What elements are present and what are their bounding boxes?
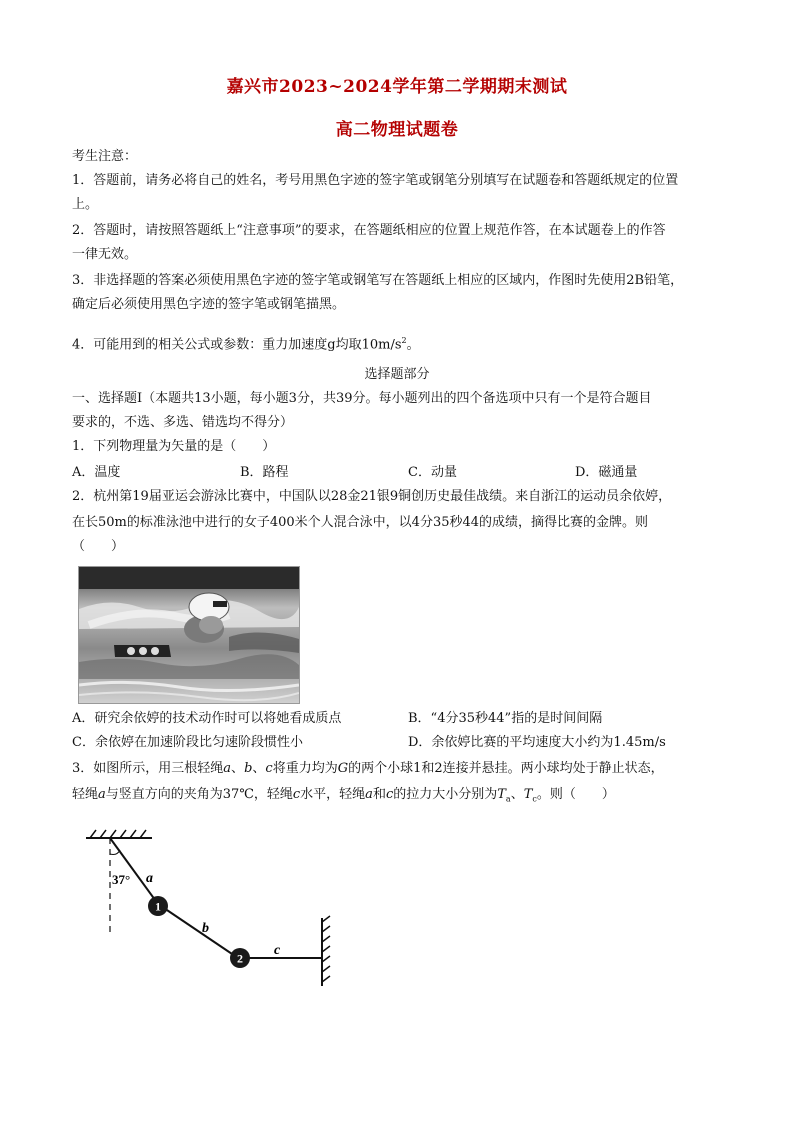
ball-2-label: 2: [237, 951, 243, 966]
rope-b: [158, 904, 238, 958]
q3-var-a-3: a: [365, 787, 373, 802]
notice-item-2-cont: 一律无效。: [72, 247, 138, 262]
q1-option-d: D．磁通量: [575, 465, 638, 480]
exam-title: 嘉兴市2023~2024学年第二学期期末测试: [226, 77, 568, 97]
q3-text-7: 和: [372, 787, 386, 802]
q3-text-5: 与竖直方向的夹角为37℃，轻绳: [105, 787, 293, 802]
notice-item-2: 2．答题时，请按照答题纸上“注意事项”的要求，在答题纸相应的位置上规范作答，在本试题卷上的作答: [72, 223, 666, 238]
q2-stem: 2．杭州第19届亚运会游泳比赛中，中国队以28金21银9铜创历史最佳战绩。来自浙江的运动员余依婷，: [72, 489, 672, 504]
rope-c-label: c: [274, 943, 281, 958]
q3-var-tc: T: [523, 787, 533, 802]
q3-text-4: 轻绳: [72, 787, 99, 802]
notice-heading: 考生注意：: [72, 149, 138, 164]
q3-text-3: 的两个小球1和2连接并悬挂。两小球均处于静止状态，: [348, 761, 664, 776]
notice-item-1: 1．答题前，请务必将自己的姓名，考号用黑色字迹的签字笔或钢笔分别填写在试题卷和答题纸规定的位置: [72, 173, 679, 188]
q3-var-g: G: [337, 761, 349, 776]
swimmer-illustration: [79, 567, 299, 703]
section-label: 选择题部分: [364, 367, 430, 382]
q2-stem-blank: （ ）: [72, 539, 125, 554]
q3-text-6: 水平，轻绳: [300, 787, 366, 802]
q1-option-c: C．动量: [408, 465, 457, 480]
rope-a-label: a: [146, 871, 153, 886]
q3-stem: [72, 760, 732, 778]
q3-sub-c: c: [532, 794, 537, 804]
angle-label: 37°: [112, 872, 131, 887]
q3-sep-2: 、: [252, 761, 266, 776]
q3-var-a-2: a: [98, 787, 106, 802]
notice-item-4-end: 。: [406, 337, 420, 353]
notice-item-3: 3．非选择题的答案必须使用黑色字迹的签字笔或钢笔写在答题纸上相应的区域内，作图时先使用2B铅笔，: [72, 273, 684, 288]
q2-option-a: A．研究余依婷的技术动作时可以将她看成质点: [72, 711, 342, 726]
q3-figure: [60, 820, 360, 1000]
q3-sep-1: 、: [231, 761, 245, 776]
notice-item-4-text: 4．可能用到的相关公式或参数：重力加速度g均取10m/s: [72, 337, 402, 353]
section-intro-cont: 要求的，不选、多选、错选均不得分）: [72, 415, 294, 430]
q3-stem-cont: [72, 786, 732, 809]
ceiling-hatch: [86, 830, 152, 838]
q3-var-c-2: c: [292, 787, 301, 802]
q2-option-b: B．“4分35秒44”指的是时间间隔: [408, 711, 603, 726]
section-intro: 一、选择题Ⅰ（本题共13小题，每小题3分，共39分。每小题列出的四个备选项中只有一个是符合题目: [72, 391, 652, 406]
q3-var-c-3: c: [385, 787, 394, 802]
q3-var-c: c: [265, 761, 273, 776]
q3-text-8: 的拉力大小分别为: [393, 787, 498, 802]
q3-var-a: a: [223, 761, 232, 776]
exam-subtitle: 高二物理试题卷: [335, 120, 459, 140]
notice-item-3-cont: 确定后必须使用黑色字迹的签字笔或钢笔描黑。: [72, 297, 346, 312]
notice-item-4-exp: 2: [401, 336, 407, 345]
q2-option-c: C．余依婷在加速阶段比匀速阶段惯性小: [72, 735, 303, 750]
q3-text-2: 将重力均为: [272, 761, 338, 776]
q3-text-1: 3．如图所示，用三根轻绳: [72, 761, 224, 776]
notice-item-4: [72, 332, 732, 354]
q2-stem-cont: 在长50m的标准泳池中进行的女子400米个人混合泳中，以4分35秒44的成绩，摘得比赛的金牌。则: [72, 515, 649, 530]
q3-sep-3: 、: [510, 787, 524, 802]
q3-var-ta: T: [497, 787, 506, 802]
q1-option-b: B．路程: [240, 465, 289, 480]
rope-b-label: b: [202, 921, 209, 936]
q1-stem: 1．下列物理量为矢量的是（ ）: [72, 439, 276, 454]
notice-item-1-cont: 上。: [72, 197, 99, 212]
swimmer-photo: [78, 566, 300, 704]
wall-hatch: [322, 916, 330, 986]
q1-option-a: A．温度: [72, 465, 121, 480]
q3-sub-a: a: [505, 794, 511, 804]
q2-option-d: D．余依婷比赛的平均速度大小约为1.45m/s: [408, 735, 666, 750]
ball-1-label: 1: [155, 899, 161, 914]
q3-var-b: b: [244, 761, 253, 776]
q3-text-9: 。则（ ）: [536, 787, 615, 802]
